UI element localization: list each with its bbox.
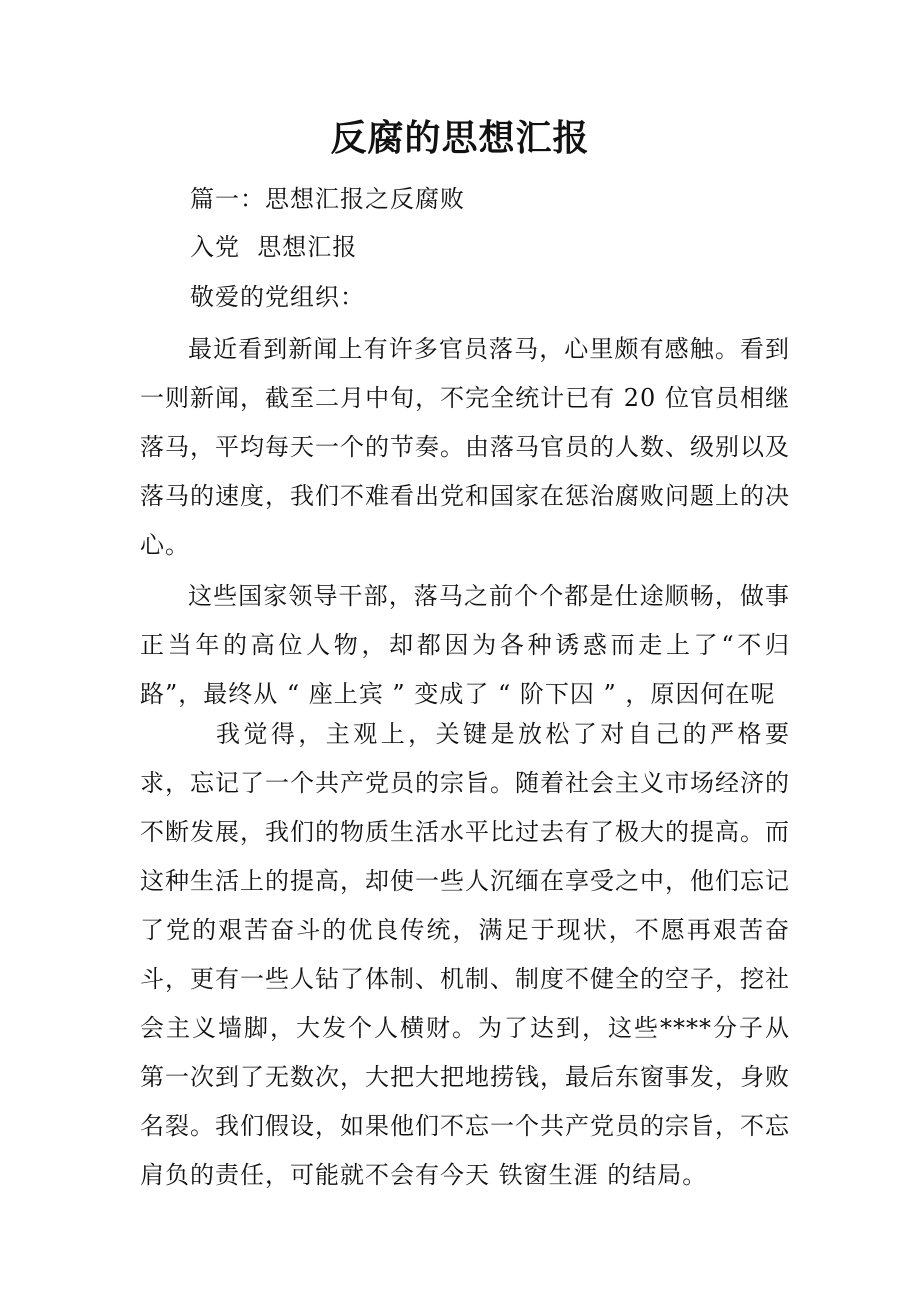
- section-heading: 篇一：思想汇报之反腐败: [190, 185, 465, 213]
- paragraph-3-block: [140, 710, 790, 1200]
- paragraph-1: 最近看到新闻上有许多官员落马，心里颇有感触。看到一则新闻，截至二月中旬，不完全统计已有 20 位官员相继落马，平均每天一个的节奏。由落马官员的人数、级别以及落马的速度，我们不难看出党和国家在惩治腐败问题上的决心。: [140, 335, 790, 559]
- document-title: 反腐的思想汇报: [330, 117, 590, 159]
- paragraph-2: 这些国家领导干部，落马之前个个都是仕途顺畅，做事正当年的高位人物，却都因为各种诱惑而走上了“不归路”，最终从 “ 座上宾 ” 变成了 “ 阶下囚 ” ，原因何在呢: [140, 582, 790, 708]
- paragraph-1-block: [140, 325, 790, 570]
- subheading: 入党 思想汇报: [190, 233, 358, 261]
- salutation: 敬爱的党组织：: [190, 283, 365, 311]
- paragraph-3: 我觉得，主观上，关键是放松了对自己的严格要求，忘记了一个共产党员的宗旨。随着社会主义市场经济的不断发展，我们的物质生活水平比过去有了极大的提高。而这种生活上的提高，却使一些人沉缅在享受之中，他们忘记了党的艰苦奋斗的优良传统，满足于现状，不愿再艰苦奋斗，更有一些人钻了体制、机制、制度不健全的空子，挖社会主义墙脚，大发个人横财。为了达到，这些****分子从第一次到了无数次，大把大把地捞钱，最后东窗事发，身败名裂。我们假设，如果他们不忘一个共产党员的宗旨，不忘肩负的责任，可能就不会有今天 铁窗生涯 的结局。: [140, 720, 790, 1189]
- paragraph-2-block: [140, 572, 790, 719]
